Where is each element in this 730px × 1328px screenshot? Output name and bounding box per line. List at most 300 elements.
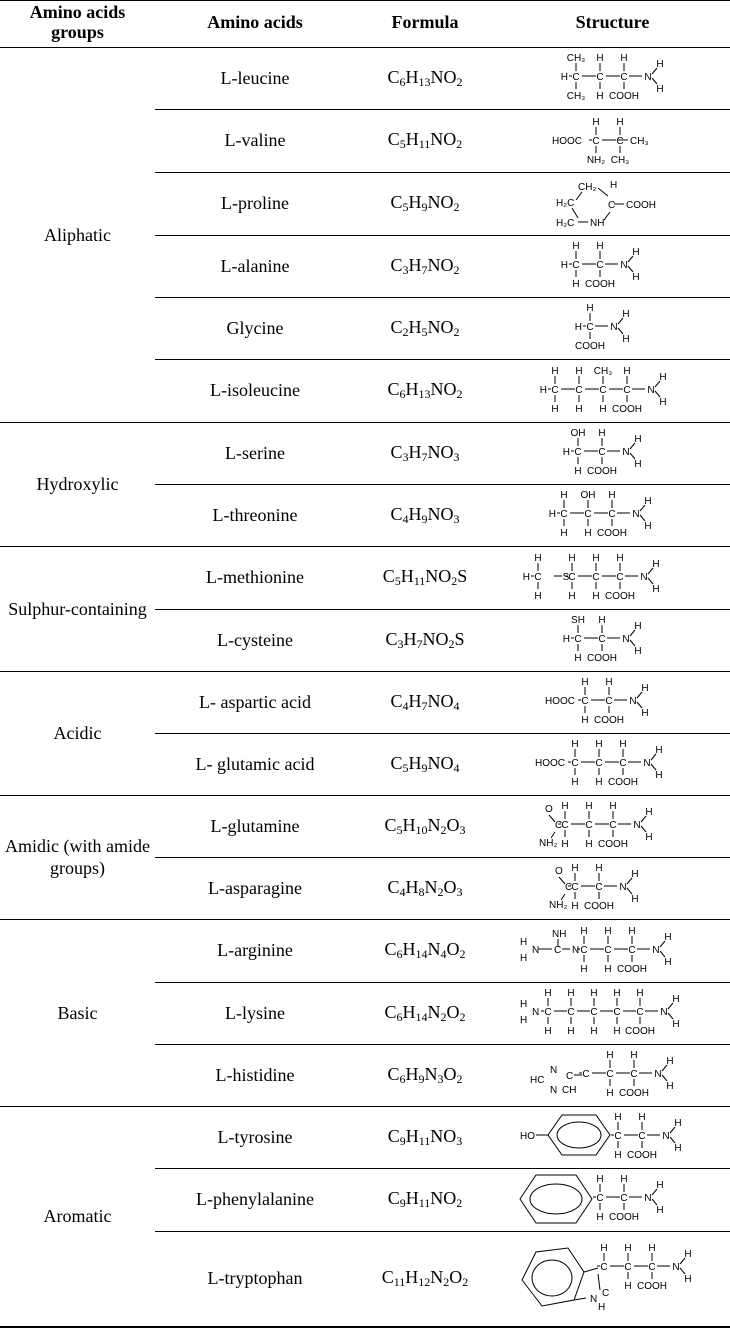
svg-text:H: H: [583, 528, 592, 539]
svg-text:H: H: [651, 558, 660, 570]
svg-text:C: C: [554, 820, 562, 831]
svg-text:COOH: COOH: [625, 199, 656, 211]
svg-text:C: C: [601, 1288, 609, 1300]
svg-text:H: H: [533, 590, 542, 602]
svg-text:H: H: [559, 490, 568, 501]
svg-text:H: H: [595, 53, 604, 64]
svg-text:H: H: [550, 365, 559, 377]
svg-text:C: C: [647, 1262, 656, 1274]
amino-acid-formula: $C_5H_9NO_2$: [355, 172, 495, 235]
svg-text:CH₂: CH₂: [577, 181, 596, 193]
amino-acid-name: L-threonine: [155, 484, 355, 546]
svg-text:NH: NH: [551, 928, 566, 940]
table-row: [0, 47, 730, 109]
amino-acid-structure: [495, 733, 730, 795]
svg-text:C: C: [595, 1192, 604, 1204]
svg-text:H: H: [655, 1179, 664, 1191]
amino-acid-formula: $C_6H_{14}N_2O_2$: [355, 982, 495, 1044]
amino-acid-name: L-cysteine: [155, 609, 355, 671]
svg-text:NH₂: NH₂: [538, 838, 557, 849]
svg-text:H: H: [571, 279, 580, 290]
svg-text:C: C: [591, 571, 600, 583]
svg-text:C: C: [533, 571, 542, 583]
svg-text:H: H: [605, 1050, 614, 1061]
amino-acid-name: L-lysine: [155, 982, 355, 1044]
amino-acid-formula: $C_3H_7NO_2$: [355, 235, 495, 297]
svg-text:C: C: [595, 72, 604, 83]
amino-acid-formula: $C_6H_{13}NO_2$: [355, 47, 495, 109]
threonine-structure-icon: [538, 487, 688, 543]
svg-text:H: H: [671, 994, 680, 1005]
svg-text:NH₂: NH₂: [586, 154, 605, 166]
svg-text:HOOC: HOOC: [544, 696, 575, 707]
svg-text:C: C: [573, 634, 582, 645]
svg-text:CH₃: CH₃: [593, 365, 612, 377]
amino-acid-structure: [495, 982, 730, 1044]
svg-text:N: N: [571, 944, 579, 956]
svg-text:COOH: COOH: [626, 1150, 657, 1161]
svg-text:H: H: [573, 466, 582, 477]
svg-text:H: H: [519, 1015, 527, 1026]
svg-text:C: C: [635, 1007, 644, 1018]
svg-text:H: H: [629, 1050, 638, 1061]
amino-acid-structure: [495, 671, 730, 733]
svg-text:N: N: [619, 260, 628, 271]
svg-text:C: C: [607, 509, 616, 520]
group-name: Acidic: [0, 671, 155, 795]
svg-text:H: H: [567, 590, 576, 602]
svg-text:H: H: [539, 384, 547, 396]
svg-text:H: H: [543, 1026, 552, 1037]
header-row: [0, 0, 730, 47]
svg-text:C: C: [595, 260, 604, 271]
tyrosine-structure-icon: [518, 1107, 708, 1167]
glutamic-acid-structure-icon: [533, 736, 693, 792]
amino-acid-name: L-isoleucine: [155, 359, 355, 422]
svg-text:N: N: [661, 1131, 670, 1142]
svg-text:C: C: [585, 322, 594, 333]
svg-text:N: N: [671, 1262, 680, 1274]
svg-text:N: N: [628, 696, 637, 707]
svg-text:C: C: [584, 820, 593, 831]
svg-text:C: C: [597, 447, 606, 458]
amino-acid-structure: [495, 1044, 730, 1106]
svg-text:C: C: [570, 882, 579, 893]
table-row: [0, 795, 730, 857]
glutamine-structure-icon: [533, 798, 693, 854]
svg-text:H: H: [584, 801, 593, 812]
svg-text:C: C: [574, 384, 583, 396]
svg-text:COOH: COOH: [608, 1211, 639, 1223]
amino-acid-structure: [495, 1168, 730, 1231]
amino-acid-structure: [495, 297, 730, 359]
svg-text:H: H: [597, 615, 606, 626]
table-row: [0, 919, 730, 982]
svg-text:C: C: [565, 1071, 573, 1082]
group-name: Sulphur-containing: [0, 546, 155, 671]
svg-text:H: H: [567, 552, 576, 564]
amino-acid-formula: $C_9H_{11}NO_3$: [355, 1106, 495, 1168]
svg-text:H: H: [618, 739, 627, 750]
amino-acid-structure: [495, 172, 730, 235]
svg-text:COOH: COOH: [596, 528, 627, 539]
svg-text:H: H: [613, 1150, 622, 1161]
header-amino-acids: Amino acids: [155, 0, 355, 47]
svg-text:H: H: [615, 116, 624, 128]
svg-text:N: N: [639, 571, 648, 583]
svg-text:COOH: COOH: [624, 1026, 655, 1037]
svg-text:C: C: [594, 882, 603, 893]
serine-structure-icon: [548, 425, 678, 481]
svg-text:H: H: [519, 936, 527, 948]
svg-text:H: H: [631, 272, 640, 283]
amino-acid-formula: $C_5H_{11}NO_2$: [355, 109, 495, 172]
table-row: [0, 1106, 730, 1168]
svg-text:H: H: [560, 801, 569, 812]
svg-text:N: N: [549, 1065, 557, 1076]
svg-text:C: C: [599, 1262, 608, 1274]
amino-acid-formula: $C_9H_{11}NO_2$: [355, 1168, 495, 1231]
svg-text:H: H: [595, 241, 604, 252]
svg-text:H: H: [665, 1056, 674, 1067]
svg-text:H: H: [635, 988, 644, 999]
svg-text:H: H: [566, 988, 575, 999]
phenylalanine-structure-icon: [518, 1169, 708, 1231]
svg-text:H: H: [637, 1112, 646, 1123]
amino-acid-formula: $C_6H_{14}N_4O_2$: [355, 919, 495, 982]
svg-text:HOOC: HOOC: [534, 758, 565, 769]
svg-text:COOH: COOH: [593, 715, 624, 726]
svg-text:C: C: [571, 72, 580, 83]
svg-text:H: H: [671, 1019, 680, 1030]
svg-text:N: N: [621, 634, 630, 645]
svg-text:C: C: [560, 820, 569, 831]
svg-text:COOH: COOH: [618, 1088, 649, 1099]
amino-acid-name: Glycine: [155, 297, 355, 359]
svg-text:H: H: [622, 365, 631, 377]
svg-text:H: H: [619, 53, 628, 64]
svg-text:C: C: [605, 1069, 614, 1080]
svg-text:C: C: [615, 135, 624, 147]
amino-acid-name: L- glutamic acid: [155, 733, 355, 795]
svg-text:H: H: [658, 396, 667, 408]
amino-acid-name: L-alanine: [155, 235, 355, 297]
svg-text:H: H: [595, 1173, 604, 1185]
svg-text:H₂C: H₂C: [555, 217, 574, 229]
amino-acid-formula: $C_6H_9N_3O_2$: [355, 1044, 495, 1106]
svg-text:O: O: [554, 866, 563, 877]
svg-text:OH: OH: [570, 428, 585, 439]
isoleucine-structure-icon: [533, 363, 693, 419]
valine-structure-icon: [548, 113, 678, 169]
amino-acid-name: L-asparagine: [155, 857, 355, 919]
svg-text:H: H: [640, 683, 649, 694]
svg-text:H: H: [580, 715, 589, 726]
glycine-structure-icon: [548, 300, 678, 356]
aspartic-acid-structure-icon: [543, 674, 683, 730]
svg-text:H: H: [559, 528, 568, 539]
svg-text:H: H: [573, 653, 582, 664]
svg-text:H: H: [612, 988, 621, 999]
amino-acid-formula: $C_{11}H_{12}N_2O_2$: [381, 1266, 469, 1289]
svg-text:CH: CH: [561, 1085, 576, 1096]
group-name: Aliphatic: [0, 47, 155, 422]
svg-text:H: H: [597, 1302, 605, 1314]
svg-text:H: H: [594, 777, 603, 788]
svg-text:H: H: [623, 1243, 632, 1255]
svg-text:C: C: [612, 1007, 621, 1018]
svg-text:H: H: [570, 863, 579, 874]
svg-text:NH₂: NH₂: [548, 900, 567, 911]
svg-text:H: H: [640, 708, 649, 719]
svg-text:H: H: [655, 1204, 664, 1216]
svg-text:H: H: [579, 963, 588, 975]
svg-text:H: H: [604, 677, 613, 688]
svg-text:HC: HC: [529, 1075, 544, 1086]
amino-acid-name: L-tyrosine: [155, 1106, 355, 1168]
svg-text:C: C: [580, 696, 589, 707]
svg-text:HO: HO: [519, 1131, 535, 1142]
svg-text:S: S: [562, 571, 569, 583]
svg-text:C: C: [603, 944, 612, 956]
svg-text:N: N: [632, 820, 641, 831]
svg-text:C: C: [627, 944, 636, 956]
amino-acid-structure: [495, 484, 730, 546]
svg-text:H: H: [574, 322, 582, 333]
svg-text:H: H: [631, 247, 640, 258]
svg-text:H: H: [619, 1173, 628, 1185]
group-name: Aromatic: [43, 1205, 112, 1226]
svg-text:H: H: [615, 552, 624, 564]
svg-text:H: H: [643, 496, 652, 507]
svg-text:H: H: [651, 583, 660, 595]
svg-text:CH₃: CH₃: [610, 154, 629, 166]
svg-text:C: C: [622, 384, 631, 396]
amino-acid-structure: [495, 422, 730, 484]
svg-text:C: C: [583, 509, 592, 520]
svg-text:H: H: [519, 999, 527, 1010]
svg-text:H: H: [598, 403, 607, 415]
svg-text:C: C: [570, 758, 579, 769]
svg-text:C: C: [618, 758, 627, 769]
group-name: Hydroxylic: [0, 422, 155, 546]
leucine-structure-icon: [548, 50, 678, 106]
svg-text:C: C: [573, 447, 582, 458]
svg-text:COOH: COOH: [586, 653, 617, 664]
amino-acid-formula: $C_4H_8N_2O_3$: [355, 857, 495, 919]
svg-text:COOH: COOH: [586, 466, 617, 477]
amino-acid-formula: $C_6H_{13}NO_2$: [355, 359, 495, 422]
svg-text:H: H: [560, 260, 568, 271]
svg-text:H: H: [627, 925, 636, 937]
svg-text:H: H: [591, 590, 600, 602]
amino-acid-structure: [495, 47, 730, 109]
amino-acid-name: L-methionine: [155, 546, 355, 609]
svg-text:H: H: [595, 91, 604, 102]
svg-text:H: H: [571, 241, 580, 252]
svg-text:C: C: [619, 72, 628, 83]
amino-acid-structure: [495, 795, 730, 857]
svg-text:N: N: [653, 1069, 662, 1080]
svg-text:H: H: [566, 1026, 575, 1037]
svg-text:O: O: [544, 804, 553, 815]
methionine-structure-icon: [518, 550, 708, 606]
group-name: Basic: [0, 919, 155, 1106]
svg-text:HOOC: HOOC: [551, 135, 582, 147]
svg-text:H: H: [570, 739, 579, 750]
svg-text:CH₃: CH₃: [629, 135, 649, 147]
svg-text:N: N: [531, 944, 539, 956]
svg-text:H: H: [673, 1143, 682, 1154]
svg-text:COOH: COOH: [607, 777, 638, 788]
svg-text:H: H: [562, 447, 570, 458]
svg-text:SH: SH: [570, 615, 585, 626]
svg-text:CH₃: CH₃: [566, 91, 585, 102]
svg-text:H: H: [633, 434, 642, 445]
svg-text:COOH: COOH: [583, 901, 614, 912]
amino-acid-name: L-leucine: [155, 47, 355, 109]
svg-text:H: H: [633, 621, 642, 632]
amino-acid-structure: [495, 1106, 730, 1168]
svg-text:H: H: [612, 1026, 621, 1037]
svg-text:NH: NH: [589, 217, 604, 229]
svg-text:H: H: [519, 952, 527, 964]
svg-text:H: H: [591, 116, 600, 128]
svg-text:H: H: [570, 901, 579, 912]
amino-acid-formula: $C_3H_7NO_3$: [355, 422, 495, 484]
table-bottom-rule: [0, 1326, 730, 1328]
amino-acid-name: L- aspartic acid: [155, 671, 355, 733]
svg-text:H: H: [609, 179, 617, 191]
svg-text:COOH: COOH: [574, 341, 605, 352]
amino-acid-structure: [495, 546, 730, 609]
svg-text:H: H: [683, 1249, 692, 1261]
group-name: Amidic (with amide groups): [0, 795, 155, 919]
svg-text:H: H: [658, 371, 667, 383]
svg-text:C: C: [615, 571, 624, 583]
table-row: [0, 671, 730, 733]
svg-text:N: N: [659, 1007, 668, 1018]
svg-text:C: C: [623, 1262, 632, 1274]
svg-text:H: H: [548, 509, 556, 520]
svg-text:C: C: [571, 260, 580, 271]
svg-text:C: C: [567, 571, 576, 583]
svg-text:C: C: [598, 384, 607, 396]
amino-acid-formula: $C_5H_9NO_4$: [355, 733, 495, 795]
svg-text:H: H: [543, 988, 552, 999]
svg-text:N: N: [618, 882, 627, 893]
svg-text:H: H: [663, 931, 672, 943]
svg-text:H₂C: H₂C: [555, 197, 574, 209]
svg-text:C: C: [589, 1007, 598, 1018]
amino-acid-formula: $C_4H_9NO_3$: [355, 484, 495, 546]
svg-text:H: H: [574, 365, 583, 377]
svg-text:N: N: [589, 1294, 597, 1306]
svg-text:H: H: [562, 634, 570, 645]
svg-text:H: H: [584, 839, 593, 850]
svg-text:H: H: [673, 1118, 682, 1129]
svg-text:H: H: [647, 1243, 656, 1255]
svg-text:C: C: [550, 384, 559, 396]
svg-text:H: H: [654, 745, 663, 756]
svg-text:H: H: [665, 1081, 674, 1092]
svg-text:H: H: [560, 839, 569, 850]
amino-acid-structure: [495, 857, 730, 919]
svg-text:H: H: [621, 309, 630, 320]
svg-text:COOH: COOH: [636, 1281, 667, 1293]
amino-acid-name: L-tryptophan: [207, 1267, 303, 1288]
svg-text:N: N: [646, 384, 655, 396]
svg-text:H: H: [608, 801, 617, 812]
svg-text:H: H: [603, 963, 612, 975]
svg-text:H: H: [630, 869, 639, 880]
svg-text:H: H: [570, 777, 579, 788]
svg-text:C: C: [629, 1069, 638, 1080]
svg-text:H: H: [663, 956, 672, 968]
table-row: [0, 546, 730, 609]
svg-text:H: H: [589, 1026, 598, 1037]
amino-acid-structure: [495, 919, 730, 982]
svg-text:H: H: [585, 303, 594, 314]
amino-acid-structure: [495, 109, 730, 172]
table-row: [0, 422, 730, 484]
svg-text:COOH: COOH: [616, 963, 647, 975]
svg-text:H: H: [644, 807, 653, 818]
amino-acid-name: L-glutamine: [155, 795, 355, 857]
svg-text:H: H: [607, 490, 616, 501]
svg-text:H: H: [683, 1274, 692, 1286]
svg-text:C: C: [579, 944, 588, 956]
svg-text:C: C: [604, 696, 613, 707]
amino-acid-structure: [495, 359, 730, 422]
header-formula: Formula: [355, 0, 495, 47]
tryptophan-structure-icon: [518, 1238, 708, 1318]
svg-text:C: C: [553, 944, 561, 956]
svg-text:CH₃: CH₃: [566, 53, 585, 64]
svg-text:H: H: [603, 925, 612, 937]
svg-text:C: C: [607, 199, 615, 211]
svg-text:H: H: [633, 459, 642, 470]
svg-text:H: H: [594, 863, 603, 874]
svg-text:H: H: [579, 925, 588, 937]
amino-acid-formula: $C_2H_5NO_2$: [355, 297, 495, 359]
amino-acid-name: L-phenylalanine: [155, 1168, 355, 1231]
svg-text:N: N: [643, 72, 652, 83]
svg-text:COOH: COOH: [611, 403, 642, 415]
svg-text:H: H: [630, 894, 639, 905]
svg-text:C: C: [608, 820, 617, 831]
amino-acid-structure: [495, 1231, 730, 1325]
svg-text:N: N: [549, 1085, 557, 1096]
svg-text:H: H: [595, 1211, 604, 1223]
svg-text:H: H: [591, 552, 600, 564]
svg-text:H: H: [654, 770, 663, 781]
amino-acid-name: L-arginine: [155, 919, 355, 982]
svg-text:C: C: [619, 1192, 628, 1204]
amino-acid-structure: [495, 609, 730, 671]
svg-text:H: H: [621, 334, 630, 345]
svg-text:N: N: [651, 944, 660, 956]
amino-acid-structure: [495, 235, 730, 297]
amino-acid-formula: $C_5H_{10}N_2O_3$: [355, 795, 495, 857]
svg-text:C: C: [543, 1007, 552, 1018]
amino-acid-formula: $C_5H_{11}NO_2S$: [355, 546, 495, 609]
svg-text:N: N: [643, 1192, 652, 1204]
svg-text:C: C: [613, 1131, 622, 1142]
svg-text:N: N: [531, 1007, 539, 1018]
svg-text:H: H: [605, 1088, 614, 1099]
svg-text:C: C: [564, 882, 572, 893]
